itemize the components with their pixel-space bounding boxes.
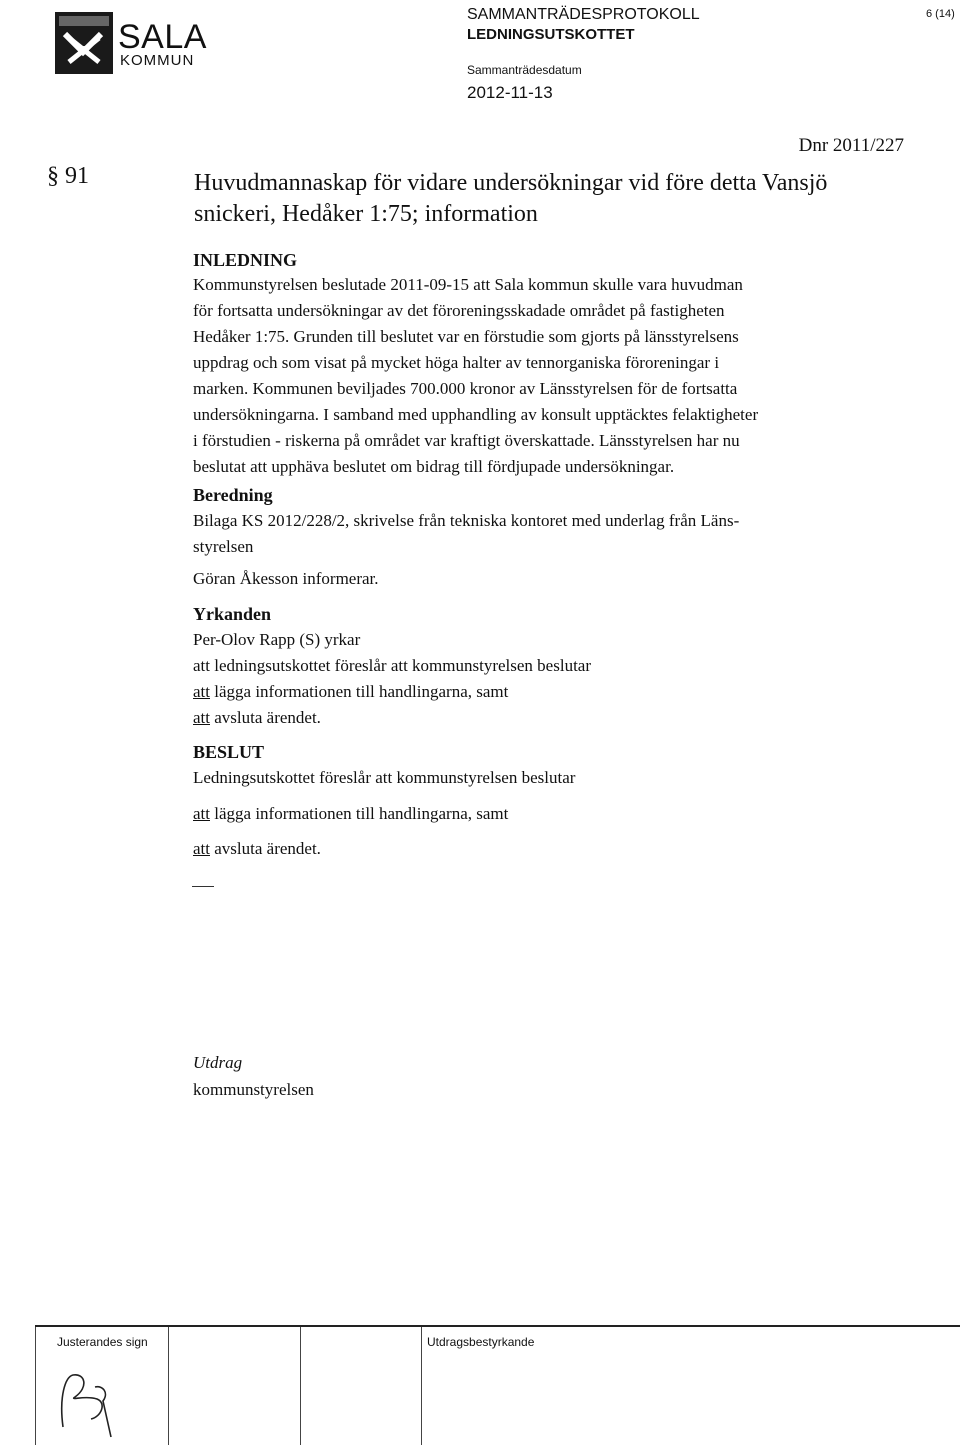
divider bbox=[192, 886, 214, 887]
beredning-heading: Beredning bbox=[193, 485, 273, 505]
divider bbox=[168, 1327, 169, 1445]
inledning-line: för fortsatta undersökningar av det föroreningsskadade området på fastigheten bbox=[193, 301, 725, 320]
att-keyword: att bbox=[193, 682, 210, 701]
page-number: 6 (14) bbox=[926, 8, 955, 20]
handwritten-initials-icon bbox=[45, 1357, 135, 1442]
att-keyword: att bbox=[193, 839, 210, 858]
utdrag-label: Utdrag bbox=[193, 1053, 243, 1072]
inledning-line: marken. Kommunen beviljades 700.000 kronor av Länsstyrelsen för de fortsatta bbox=[193, 379, 738, 398]
divider bbox=[35, 1327, 36, 1445]
inledning-line: Hedåker 1:75. Grunden till beslutet var en förstudie som gjorts på länsstyrelsens bbox=[193, 327, 739, 346]
inledning-line: undersökningarna. I samband med upphandling av konsult upptäcktes felaktigheter bbox=[193, 405, 759, 424]
case-number: Dnr 2011/227 bbox=[798, 135, 904, 156]
beslut-heading: BESLUT bbox=[193, 742, 265, 762]
section-number: § 91 bbox=[47, 163, 89, 189]
utdrag-recipient: kommunstyrelsen bbox=[193, 1080, 314, 1099]
yrkanden-speaker: Per-Olov Rapp (S) yrkar bbox=[193, 630, 361, 649]
date-label: Sammanträdesdatum bbox=[467, 63, 582, 77]
document-type: SAMMANTRÄDESPROTOKOLL bbox=[467, 6, 700, 23]
beredning-line: Bilaga KS 2012/228/2, skrivelse från tekniska kontoret med underlag från Läns- bbox=[193, 511, 740, 530]
beredning-line: styrelsen bbox=[193, 537, 254, 556]
yrkanden-intro: att ledningsutskottet föreslår att kommunstyrelsen beslutar bbox=[193, 656, 591, 675]
inledning-line: uppdrag och som visat på mycket höga halter av tennorganiska föroreningar i bbox=[193, 353, 720, 372]
beredning-text bbox=[193, 508, 739, 560]
logo-name: SALA bbox=[118, 18, 207, 56]
inledning-heading: INLEDNING bbox=[193, 250, 298, 270]
logo-subtitle: KOMMUN bbox=[120, 52, 195, 69]
inledning-line: Kommunstyrelsen beslutade 2011-09-15 att Sala kommun skulle vara huvudman bbox=[193, 275, 743, 294]
yrkanden-item bbox=[193, 679, 508, 705]
item-text: avsluta ärendet. bbox=[210, 708, 321, 727]
yrkanden-item bbox=[193, 705, 321, 731]
beslut-item bbox=[193, 836, 321, 862]
case-title: Huvudmannaskap för vidare undersökningar vid före detta Vansjö snickeri, Hedåker 1:75; information bbox=[194, 170, 828, 227]
item-text: lägga informationen till handlingarna, samt bbox=[210, 804, 509, 823]
utdragsbestyrkande-label: Utdragsbestyrkande bbox=[427, 1335, 535, 1349]
beslut-intro: Ledningsutskottet föreslår att kommunstyrelsen beslutar bbox=[193, 768, 576, 787]
inledning-line: beslutat att upphäva beslutet om bidrag till fördjupade undersökningar. bbox=[193, 457, 675, 476]
sala-kommun-logo-icon bbox=[55, 12, 113, 74]
beredning-note: Göran Åkesson informerar. bbox=[193, 569, 379, 588]
meeting-date: 2012-11-13 bbox=[467, 83, 553, 102]
committee-name: LEDNINGSUTSKOTTET bbox=[467, 26, 635, 43]
divider bbox=[300, 1327, 301, 1445]
justerandes-sign-label: Justerandes sign bbox=[57, 1335, 148, 1349]
divider bbox=[421, 1327, 422, 1445]
beslut-item bbox=[193, 801, 508, 827]
item-text: avsluta ärendet. bbox=[210, 839, 321, 858]
att-keyword: att bbox=[193, 804, 210, 823]
inledning-line: i förstudien - riskerna på området var kraftigt överskattade. Länsstyrelsen har nu bbox=[193, 431, 740, 450]
inledning-text bbox=[193, 272, 758, 480]
signature-box bbox=[35, 1325, 960, 1445]
item-text: lägga informationen till handlingarna, samt bbox=[210, 682, 509, 701]
att-keyword: att bbox=[193, 708, 210, 727]
yrkanden-heading: Yrkanden bbox=[193, 604, 272, 624]
